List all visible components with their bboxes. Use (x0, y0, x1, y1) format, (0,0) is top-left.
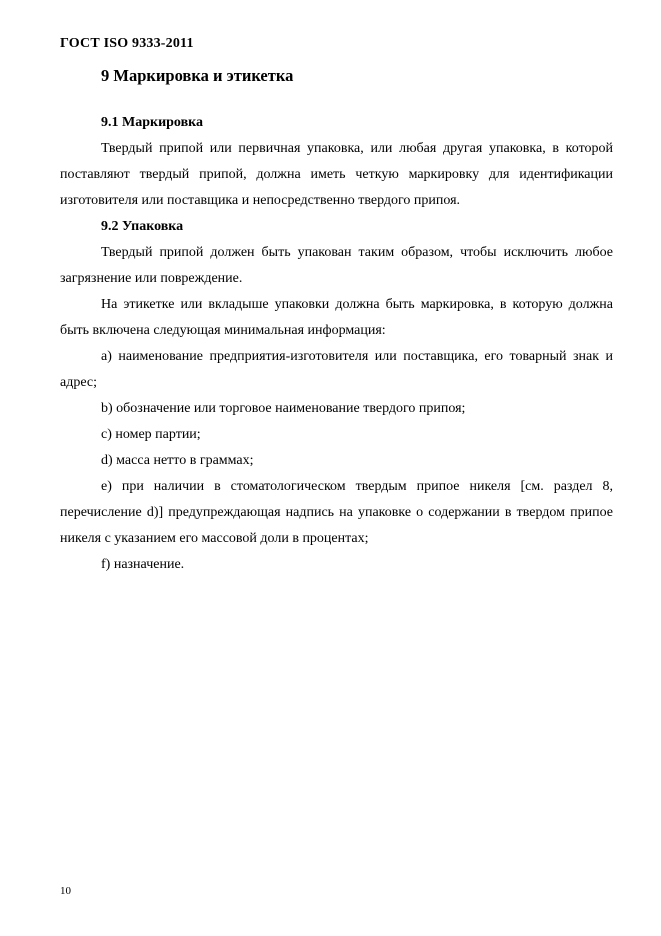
list-item-b: b) обозначение или торговое наименование твердого припоя; (101, 401, 466, 416)
list-item-e: e) при наличии в стоматологическом твердым припое никеля [см. раздел 8, перечисление d)] предупреждающая надпись на упаковке о содержании в твердом припое никеля с указанием его массовой доли в процентах; (60, 479, 613, 546)
section-title: 9 Маркировка и этикетка (101, 66, 294, 85)
subsection-heading-packaging: 9.2 Упаковка (101, 219, 184, 234)
list-item-d: d) масса нетто в граммах; (101, 453, 254, 468)
list-item-c: c) номер партии; (101, 427, 201, 442)
page-number: 10 (60, 885, 71, 897)
list-item-f: f) назначение. (101, 557, 185, 572)
marking-paragraph: Твердый припой или первичная упаковка, или любая другая упаковка, в которой поставляют твердый припой, должна иметь четкую маркировку для идентификации изготовителя или поставщика и непосредственно твердого припоя. (60, 141, 613, 208)
label-intro-paragraph: На этикетке или вкладыше упаковки должна быть маркировка, в которую должна быть включена следующая минимальная информация: (60, 297, 613, 338)
document-body (60, 110, 613, 578)
subsection-heading-marking: 9.1 Маркировка (101, 115, 203, 130)
list-item-a: a) наименование предприятия-изготовителя или поставщика, его товарный знак и адрес; (60, 349, 613, 390)
packaging-paragraph: Твердый припой должен быть упакован таким образом, чтобы исключить любое загрязнение или повреждение. (60, 245, 613, 286)
document-code-header: ГОСТ ISO 9333-2011 (60, 36, 194, 51)
